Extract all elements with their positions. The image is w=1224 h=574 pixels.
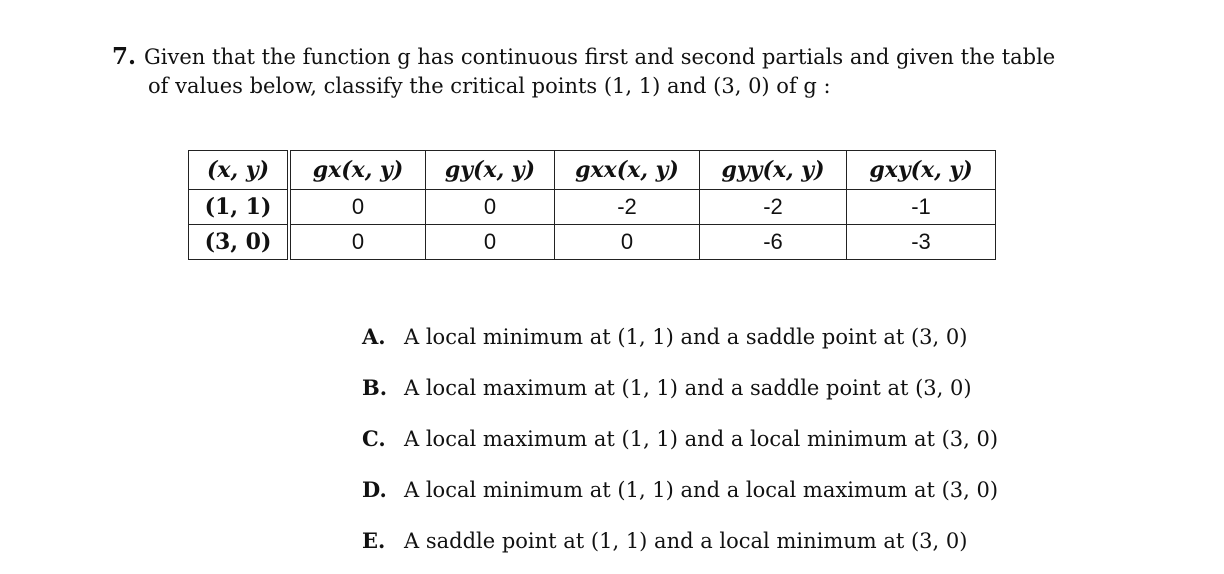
header-gxy: gxy(x, y): [847, 151, 996, 190]
table-cell: 0: [289, 225, 426, 260]
choice-c[interactable]: [362, 420, 998, 471]
choice-letter: D.: [362, 477, 387, 502]
question-prompt: [112, 42, 1072, 101]
choice-d[interactable]: [362, 471, 998, 522]
table-cell: 0: [555, 225, 700, 260]
table-cell: 0: [426, 190, 555, 225]
answer-choices: [362, 318, 998, 573]
row-point: (1, 1): [189, 190, 290, 225]
table-cell: 0: [289, 190, 426, 225]
table-cell: 0: [426, 225, 555, 260]
choice-text: A saddle point at (1, 1) and a local minimum at (3, 0): [404, 529, 968, 553]
choice-letter: A.: [362, 324, 386, 349]
choice-letter: B.: [362, 375, 388, 400]
choice-letter: C.: [362, 426, 386, 451]
choice-text: A local maximum at (1, 1) and a saddle point at (3, 0): [404, 376, 972, 400]
choice-e[interactable]: [362, 522, 998, 573]
choice-letter: E.: [362, 528, 386, 553]
row-point: (3, 0): [189, 225, 290, 260]
question-text-line-1: Given that the function g has continuous first and second partials and given the table: [144, 45, 1056, 69]
table-header-row: [189, 151, 996, 190]
header-gy: gy(x, y): [426, 151, 555, 190]
table-row: [189, 225, 996, 260]
choice-text: A local maximum at (1, 1) and a local minimum at (3, 0): [404, 427, 999, 451]
table-cell: -2: [700, 190, 847, 225]
values-table-container: [188, 150, 996, 260]
values-table: [188, 150, 996, 260]
table-row: [189, 190, 996, 225]
choice-text: A local minimum at (1, 1) and a local maximum at (3, 0): [404, 478, 999, 502]
choice-text: A local minimum at (1, 1) and a saddle point at (3, 0): [404, 325, 968, 349]
table-cell: -2: [555, 190, 700, 225]
table-cell: -6: [700, 225, 847, 260]
question-text-line-2: of values below, classify the critical points (1, 1) and (3, 0) of g :: [148, 74, 831, 98]
table-cell: -1: [847, 190, 996, 225]
header-point: (x, y): [189, 151, 290, 190]
header-gxx: gxx(x, y): [555, 151, 700, 190]
choice-b[interactable]: [362, 369, 998, 420]
header-gx: gx(x, y): [289, 151, 426, 190]
choice-a[interactable]: [362, 318, 998, 369]
header-gyy: gyy(x, y): [700, 151, 847, 190]
question-number: 7.: [112, 43, 137, 70]
table-cell: -3: [847, 225, 996, 260]
